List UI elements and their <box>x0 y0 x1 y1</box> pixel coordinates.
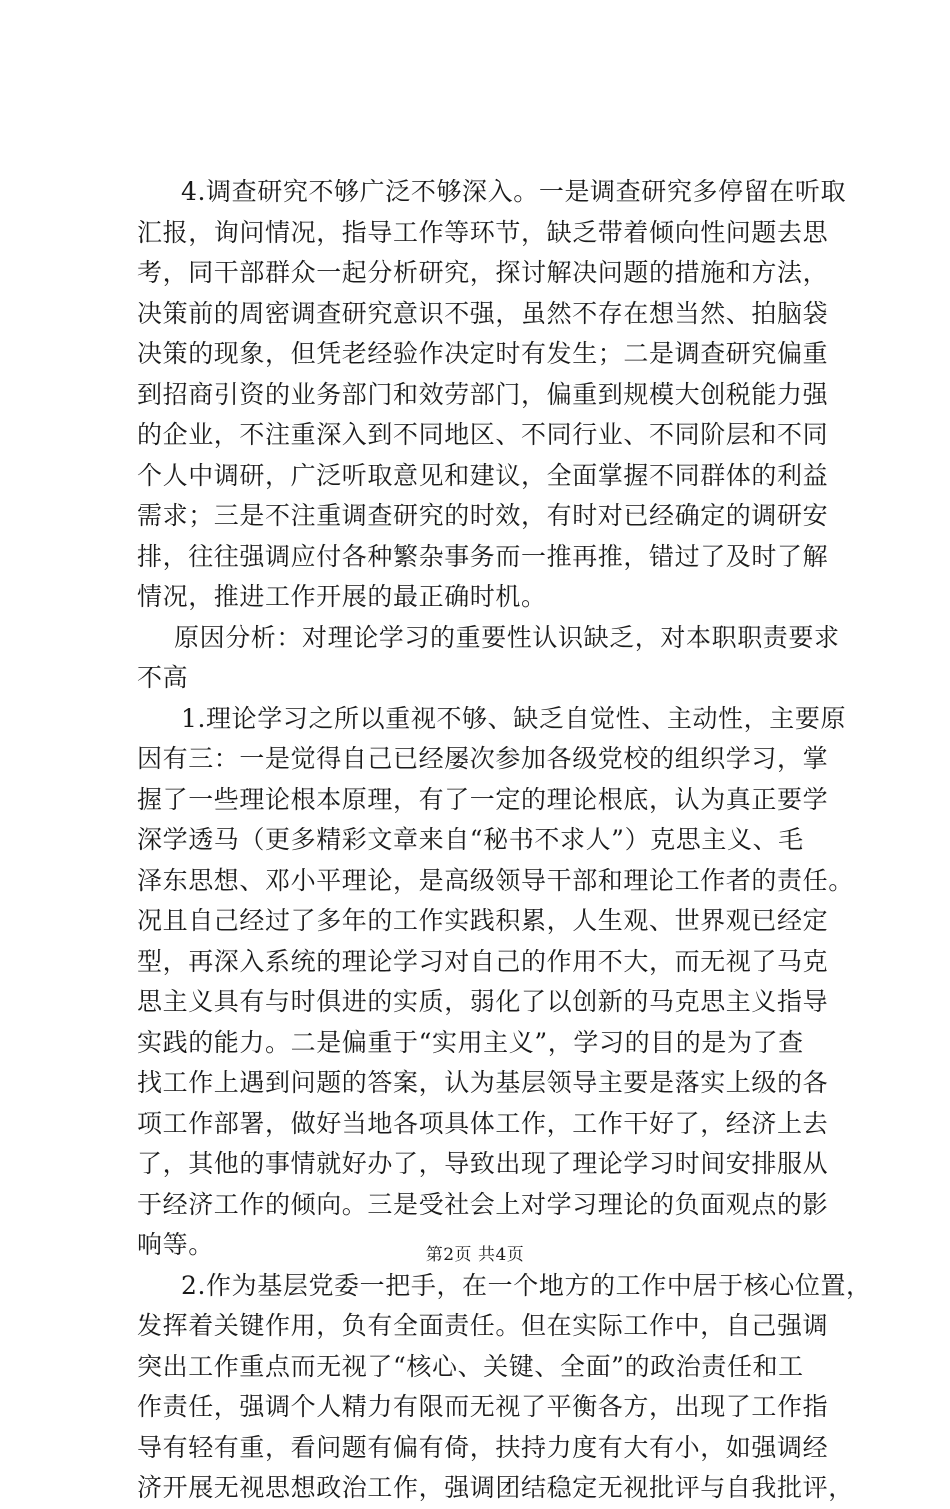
paragraph-line: 突出工作重点而无视了“核心、关键、全面”的政治责任和工 <box>137 1351 804 1381</box>
paragraph-line: 作责任，强调个人精力有限而无视了平衡各方，出现了工作指 <box>137 1392 829 1421</box>
paragraph-line: 发挥着关键作用，负有全面责任。但在实际工作中，自己强调 <box>137 1311 829 1340</box>
paragraph-line: 导有轻有重，看问题有偏有倚，扶持力度有大有小，如强调经 <box>137 1432 829 1462</box>
paragraph-line: 2.作为基层党委一把手，在一个地方的工作中居于核心位置， <box>181 1270 872 1300</box>
paragraph-line: 找工作上遇到问题的答案，认为基层领导主要是落实上级的各 <box>137 1068 829 1097</box>
paragraph-line: 汇报，询问情况，指导工作等环节，缺乏带着倾向性问题去思 <box>137 217 829 247</box>
paragraph-line: 排，往往强调应付各种繁杂事务而一推再推，错过了及时了解 <box>137 541 829 571</box>
paragraph-line: 因有三：一是觉得自己已经屡次参加各级党校的组织学习，掌 <box>137 744 829 773</box>
paragraph-line: 项工作部署，做好当地各项具体工作，工作干好了，经济上去 <box>137 1108 829 1138</box>
paragraph-line: 深学透马（更多精彩文章来自“秘书不求人”）克思主义、毛 <box>137 825 804 854</box>
paragraph-line: 到招商引资的业务部门和效劳部门，偏重到规模大创税能力强 <box>137 379 829 409</box>
paragraph-line: 考，同干部群众一起分析研究，探讨解决问题的措施和方法， <box>137 258 829 287</box>
paragraph-line: 泽东思想、邓小平理论，是高级领导干部和理论工作者的责任。 <box>137 865 854 895</box>
page-footer <box>0 1244 950 1266</box>
section-heading-line: 不高 <box>137 663 189 692</box>
paragraph-line: 握了一些理论根本原理，有了一定的理论根底，认为真正要学 <box>137 784 829 814</box>
paragraph-line: 型，再深入系统的理论学习对自己的作用不大，而无视了马克 <box>137 946 829 976</box>
paragraph-line: 需求；三是不注重调查研究的时效，有时对已经确定的调研安 <box>137 501 829 530</box>
paragraph-line: 1.理论学习之所以重视不够、缺乏自觉性、主动性，主要原 <box>181 703 847 733</box>
page-number: 第2页 共4页 <box>425 1245 525 1265</box>
paragraph-line: 况且自己经过了多年的工作实践积累，人生观、世界观已经定 <box>137 906 829 935</box>
paragraph-line: 4.调查研究不够广泛不够深入。一是调查研究多停留在听取 <box>181 177 847 206</box>
paragraph-line: 决策的现象，但凭老经验作决定时有发生；二是调查研究偏重 <box>137 339 829 368</box>
paragraph-line: 的企业，不注重深入到不同地区、不同行业、不同阶层和不同 <box>137 420 829 449</box>
paragraph-line: 思主义具有与时俱进的实质，弱化了以创新的马克思主义指导 <box>137 987 829 1016</box>
paragraph-line: 实践的能力。二是偏重于“实用主义”，学习的目的是为了查 <box>137 1027 804 1057</box>
document-body <box>137 172 872 1509</box>
paragraph-line: 了，其他的事情就好办了，导致出现了理论学习时间安排服从 <box>137 1149 829 1178</box>
paragraph-line: 济开展无视思想政治工作，强调团结稳定无视批评与自我批评， <box>137 1473 854 1502</box>
paragraph-line: 于经济工作的倾向。三是受社会上对学习理论的负面观点的影 <box>137 1189 829 1219</box>
paragraph-line: 情况，推进工作开展的最正确时机。 <box>137 582 547 611</box>
paragraph-line: 个人中调研，广泛听取意见和建议，全面掌握不同群体的利益 <box>137 460 829 490</box>
paragraph-line: 决策前的周密调查研究意识不强，虽然不存在想当然、拍脑袋 <box>137 298 829 328</box>
section-heading-line: 原因分析：对理论学习的重要性认识缺乏，对本职职责要求 <box>174 622 840 652</box>
paragraph-line: 响等。 <box>137 1230 214 1259</box>
